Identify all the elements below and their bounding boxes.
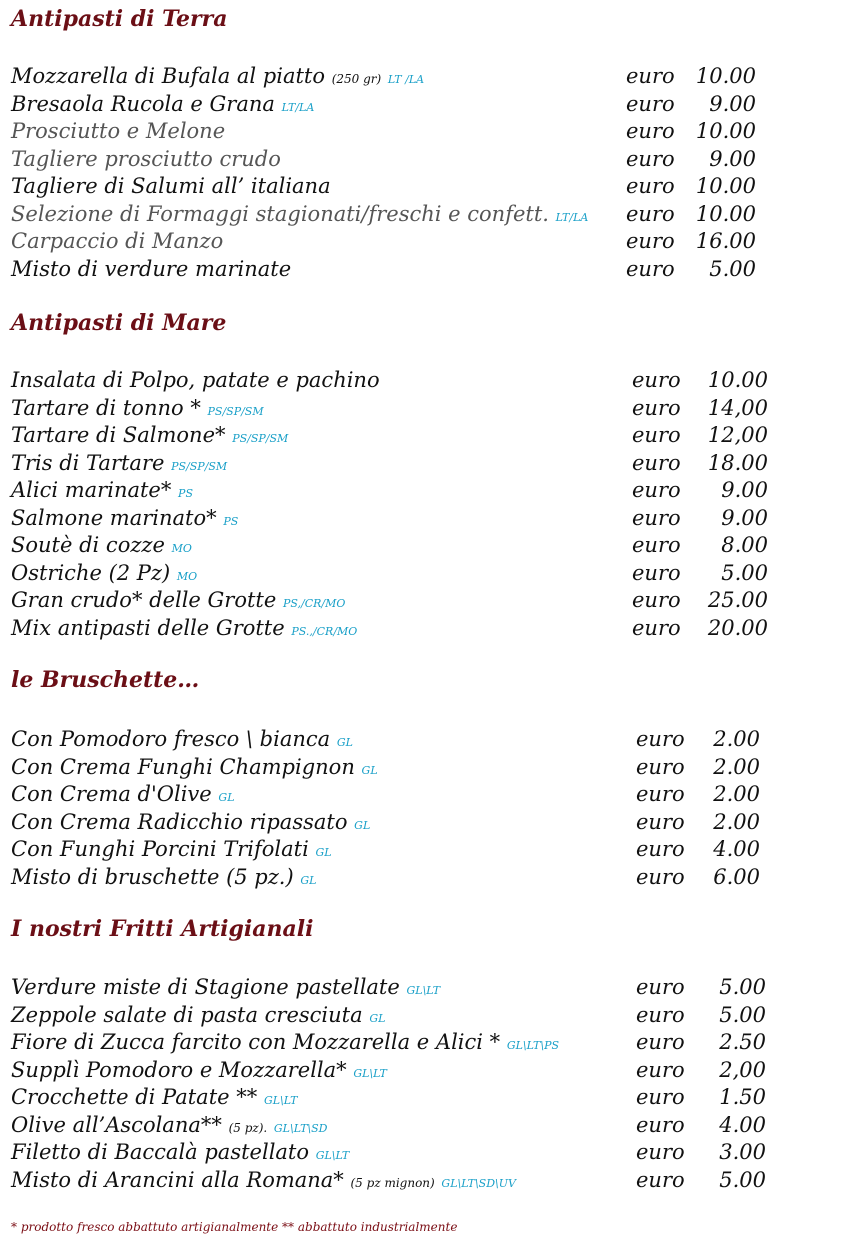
menu-item (0, 228, 844, 255)
currency-label: euro (632, 505, 681, 530)
currency-label: euro (632, 588, 681, 612)
menu-item (0, 532, 844, 559)
item-line (11, 450, 227, 480)
item-name: Misto di Arancini alla Romana* (11, 1167, 344, 1192)
allergen-codes: GL\LT (315, 1149, 350, 1162)
item-price: 2.00 (713, 727, 760, 751)
currency-label: euro (636, 1140, 685, 1164)
allergen-codes: LT/LA (281, 100, 315, 114)
item-line (11, 754, 378, 784)
menu-item (0, 1002, 844, 1029)
item-line (11, 146, 281, 173)
currency-label: euro (626, 256, 675, 281)
allergen-codes: PS/SP/SM (232, 432, 289, 445)
item-name: Tagliere prosciutto crudo (11, 146, 281, 171)
currency-label: euro (626, 64, 675, 88)
item-price: 9.00 (709, 91, 756, 116)
allergen-codes: GL (354, 818, 371, 832)
item-line (11, 91, 314, 121)
menu-item (0, 1029, 844, 1056)
item-price: 5.00 (719, 1167, 766, 1192)
currency-label: euro (632, 368, 681, 392)
item-line (11, 1112, 328, 1142)
item-price: 9.00 (721, 505, 768, 530)
menu-item (0, 615, 844, 642)
item-line (11, 1029, 559, 1059)
item-line (11, 256, 291, 283)
menu-item (0, 201, 844, 228)
item-line (11, 836, 332, 866)
item-price: 20.00 (707, 615, 768, 640)
item-name: Tris di Tartare (11, 450, 165, 475)
item-line (11, 781, 235, 811)
allergen-codes: PS.,/CR/MO (291, 624, 358, 638)
item-name: Zeppole salate di pasta cresciuta (11, 1002, 363, 1027)
item-name: Gran crudo* delle Grotte (11, 588, 277, 612)
currency-label: euro (636, 1167, 685, 1192)
item-name: Bresaola Rucola e Grana (11, 91, 275, 116)
currency-label: euro (626, 119, 675, 143)
menu-item (0, 91, 844, 118)
allergen-codes: GL\LT\SD (273, 1121, 328, 1135)
item-line (11, 1167, 516, 1197)
item-line (11, 587, 345, 617)
allergen-codes: PS (178, 487, 193, 500)
menu-item (0, 118, 844, 145)
item-line (11, 1057, 387, 1087)
allergen-codes: GL\LT (406, 984, 441, 997)
item-name: Verdure miste di Stagione pastellate (11, 975, 400, 999)
item-price: 2.00 (713, 809, 760, 834)
item-line (11, 1084, 297, 1114)
menu-item (0, 1084, 844, 1111)
item-price: 1.50 (719, 1085, 766, 1109)
item-price: 6.00 (713, 864, 760, 889)
menu-item (0, 726, 844, 753)
item-name: Mozzarella di Bufala al piatto (11, 64, 325, 88)
allergen-codes: LT/LA (555, 210, 589, 224)
allergen-codes: LT /LA (387, 73, 425, 86)
item-qualifier: (5 pz mignon) (350, 1175, 435, 1190)
item-price: 2,00 (719, 1057, 766, 1082)
currency-label: euro (636, 782, 685, 806)
section-title: I nostri Fritti Artigianali (11, 916, 314, 942)
item-line (11, 532, 192, 562)
item-line (11, 1139, 349, 1169)
item-price: 9.00 (721, 478, 768, 502)
currency-label: euro (636, 809, 685, 834)
item-price: 8.00 (721, 533, 768, 557)
item-line (11, 809, 370, 839)
currency-label: euro (636, 1030, 685, 1054)
allergen-codes: GL (218, 791, 235, 804)
currency-label: euro (626, 91, 675, 116)
allergen-codes: MO (176, 569, 198, 583)
item-name: Tartare di Salmone* (11, 423, 226, 447)
item-line (11, 173, 331, 200)
item-name: Fiore di Zucca farcito con Mozzarella e Alici * (11, 1030, 501, 1054)
currency-label: euro (632, 560, 681, 585)
currency-label: euro (636, 1112, 685, 1137)
item-line (11, 615, 357, 645)
allergen-codes: GL (300, 873, 317, 887)
currency-label: euro (636, 837, 685, 861)
item-price: 25.00 (707, 588, 768, 612)
item-name: Crocchette di Patate ** (11, 1085, 258, 1109)
allergen-codes: GL\LT\SD\UV (441, 1176, 516, 1190)
item-price: 4.00 (713, 837, 760, 861)
item-name: Insalata di Polpo, patate e pachino (11, 368, 380, 392)
menu-item (0, 422, 844, 449)
item-price: 9.00 (709, 146, 756, 171)
menu-item (0, 864, 844, 891)
currency-label: euro (636, 1057, 685, 1082)
item-name: Ostriche (2 Pz) (11, 560, 171, 585)
allergen-codes: PS/SP/SM (171, 459, 228, 473)
item-name: Olive all’Ascolana** (11, 1112, 222, 1137)
currency-label: euro (636, 975, 685, 999)
currency-label: euro (632, 395, 681, 420)
allergen-codes: MO (171, 542, 192, 555)
menu-item (0, 477, 844, 504)
item-line (11, 560, 197, 590)
item-price: 10.00 (695, 201, 756, 226)
allergen-codes: GL\LT\PS (506, 1039, 560, 1052)
item-line (11, 1002, 385, 1032)
item-line (11, 477, 193, 507)
menu-item (0, 1057, 844, 1084)
item-name: Soutè di cozze (11, 533, 165, 557)
item-line (11, 974, 440, 1004)
currency-label: euro (636, 1085, 685, 1109)
currency-label: euro (632, 450, 681, 475)
menu-item (0, 146, 844, 173)
item-price: 2.00 (713, 782, 760, 806)
section-title: le Bruschette… (11, 667, 200, 693)
item-price: 2.00 (713, 754, 760, 779)
item-name: Misto di verdure marinate (11, 256, 292, 281)
allergen-codes: PS,/CR/MO (282, 597, 346, 610)
menu-item (0, 450, 844, 477)
currency-label: euro (632, 423, 681, 447)
item-price: 10.00 (695, 64, 756, 88)
currency-label: euro (636, 754, 685, 779)
item-price: 14,00 (707, 395, 768, 420)
allergen-codes: PS/SP/SM (207, 404, 264, 418)
currency-label: euro (632, 615, 681, 640)
currency-label: euro (632, 478, 681, 502)
item-name: Carpaccio di Manzo (11, 229, 224, 253)
item-name: Supplì Pomodoro e Mozzarella* (11, 1057, 347, 1082)
item-price: 10.00 (695, 174, 756, 198)
allergen-codes: PS (223, 514, 239, 528)
menu-item (0, 1167, 844, 1194)
allergen-codes: GL (369, 1011, 386, 1025)
item-price: 5.00 (709, 256, 756, 281)
item-line (11, 201, 588, 231)
menu-item (0, 1139, 844, 1166)
item-price: 10.00 (707, 368, 768, 392)
menu-item (0, 809, 844, 836)
currency-label: euro (636, 727, 685, 751)
menu-item (0, 367, 844, 394)
currency-label: euro (626, 146, 675, 171)
section-title: Antipasti di Terra (11, 6, 228, 32)
menu-item (0, 560, 844, 587)
item-line (11, 118, 225, 145)
currency-label: euro (626, 201, 675, 226)
item-name: Con Funghi Porcini Trifolati (11, 837, 309, 861)
item-price: 5.00 (721, 560, 768, 585)
allergen-codes: GL (336, 736, 353, 749)
item-qualifier: (250 gr) (331, 72, 382, 86)
item-name: Salmone marinato* (11, 505, 217, 530)
item-name: Con Pomodoro fresco \ bianca (11, 727, 331, 751)
item-name: Con Crema Funghi Champignon (11, 754, 355, 779)
item-name: Con Crema Radicchio ripassato (11, 809, 348, 834)
currency-label: euro (632, 533, 681, 557)
menu-item (0, 173, 844, 200)
footnote: * prodotto fresco abbattuto artigianalmente ** abbattuto industrialmente (11, 1220, 458, 1234)
menu-item (0, 836, 844, 863)
menu-item (0, 63, 844, 90)
item-price: 3.00 (719, 1140, 766, 1164)
menu-item (0, 395, 844, 422)
item-name: Filetto di Baccalà pastellato (11, 1140, 310, 1164)
item-price: 10.00 (695, 119, 756, 143)
menu-item (0, 256, 844, 283)
section-title: Antipasti di Mare (11, 310, 227, 336)
item-line (11, 395, 264, 425)
item-name: Selezione di Formaggi stagionati/freschi e confett. (11, 201, 549, 226)
menu-item (0, 974, 844, 1001)
currency-label: euro (626, 174, 675, 198)
menu-item (0, 1112, 844, 1139)
item-name: Tartare di tonno * (11, 395, 201, 420)
item-line (11, 505, 238, 535)
item-name: Tagliere di Salumi all’ italiana (11, 174, 331, 198)
item-name: Alici marinate* (11, 478, 172, 502)
item-name: Con Crema d'Olive (11, 782, 212, 806)
item-name: Misto di bruschette (5 pz.) (11, 864, 294, 889)
item-line (11, 63, 424, 93)
allergen-codes: GL (315, 846, 332, 859)
item-qualifier: (5 pz). (228, 1120, 268, 1135)
menu-item (0, 781, 844, 808)
item-price: 5.00 (719, 975, 766, 999)
allergen-codes: GL\LT (263, 1094, 298, 1107)
item-price: 2.50 (719, 1030, 766, 1054)
item-price: 18.00 (707, 450, 768, 475)
item-line (11, 726, 353, 756)
item-price: 16.00 (695, 229, 756, 253)
currency-label: euro (626, 229, 675, 253)
menu-item (0, 587, 844, 614)
allergen-codes: GL (361, 763, 378, 777)
item-line (11, 422, 288, 452)
item-price: 5.00 (719, 1002, 766, 1027)
item-line (11, 228, 223, 255)
item-price: 12,00 (707, 423, 768, 447)
currency-label: euro (636, 1002, 685, 1027)
menu-item (0, 754, 844, 781)
currency-label: euro (636, 864, 685, 889)
item-line (11, 367, 380, 394)
item-price: 4.00 (719, 1112, 766, 1137)
menu-item (0, 505, 844, 532)
item-name: Mix antipasti delle Grotte (11, 615, 285, 640)
item-line (11, 864, 316, 894)
item-name: Prosciutto e Melone (11, 119, 226, 143)
allergen-codes: GL\LT (353, 1066, 387, 1080)
